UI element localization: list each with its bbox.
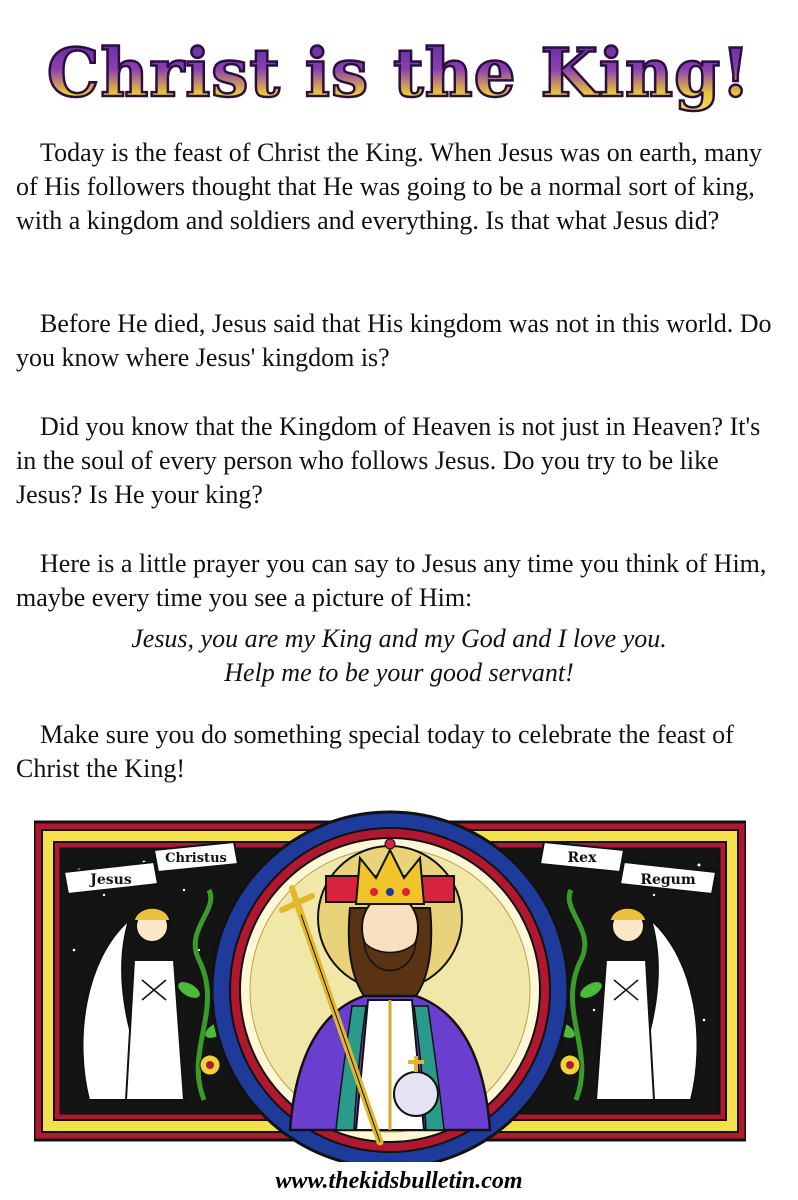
prayer-block (0, 622, 798, 690)
page-title (0, 18, 798, 118)
footer-website-url[interactable]: www.thekidsbulletin.com (275, 1168, 523, 1194)
page-title-text: Christ is the King! (46, 34, 752, 112)
banner-text-christus: Christus (165, 851, 227, 866)
prayer-intro-paragraph-text: Here is a little prayer you can say to Jesus any time you think of Him, maybe every time you see a picture of Him: (16, 549, 767, 612)
prayer-line-2: Help me to be your good servant! (224, 658, 574, 687)
banner-text-jesus: Jesus (90, 872, 132, 888)
kingdom-paragraph (16, 307, 786, 375)
closing-paragraph (16, 718, 786, 786)
banner-text-regum: Regum (640, 872, 696, 888)
christ-the-king-illustration (34, 800, 746, 1162)
illustration-svg (34, 800, 746, 1162)
intro-paragraph-text: Today is the feast of Christ the King. When Jesus was on earth, many of His followers thought that He was going to be a normal sort of king, with a kingdom and soldiers and everything. Is that what Jesus did? (16, 138, 762, 235)
intro-paragraph (16, 136, 786, 238)
prayer-intro-paragraph (16, 547, 786, 615)
closing-paragraph-text: Make sure you do something special today to celebrate the feast of Christ the King! (16, 720, 734, 783)
christ-head (349, 894, 431, 996)
title-graphic (0, 18, 798, 118)
heaven-paragraph-text: Did you know that the Kingdom of Heaven is not just in Heaven? It's in the soul of every person who follows Jesus. Do you try to be like Jesus? Is He your king? (16, 412, 761, 509)
heaven-paragraph (16, 410, 786, 512)
prayer-line-1: Jesus, you are my King and my God and I love you. (131, 624, 667, 653)
kingdom-paragraph-text: Before He died, Jesus said that His kingdom was not in this world. Do you know where Jesus' kingdom is? (16, 309, 772, 372)
banner-text-rex: Rex (567, 850, 597, 866)
